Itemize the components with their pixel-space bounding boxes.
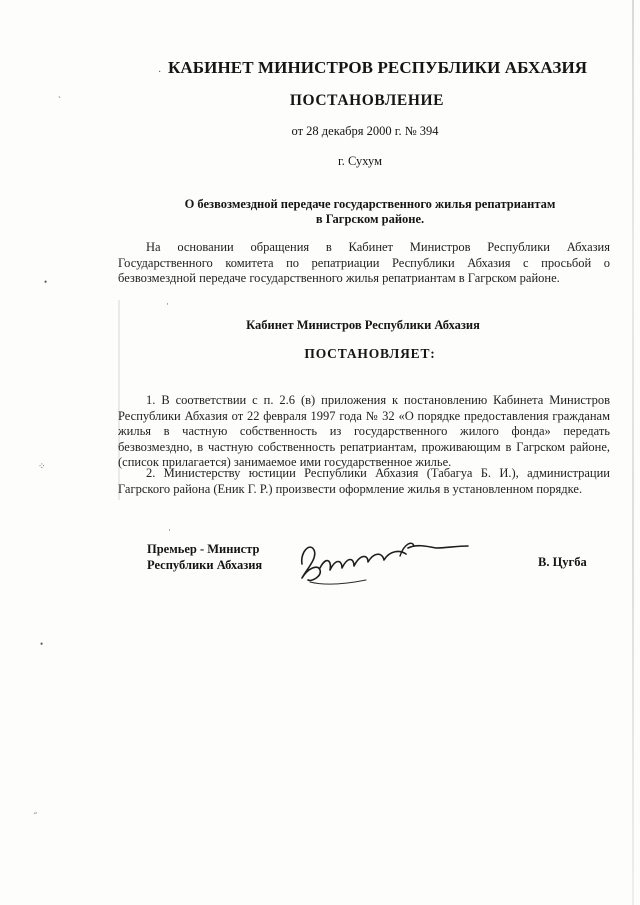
subject-line: О безвозмездной передаче государственного жилья репатриантам — [184, 197, 556, 211]
resolves-heading: ПОСТАНОВЛЯЕТ: — [304, 346, 436, 361]
document-type-heading: ПОСТАНОВЛЕНИЕ — [289, 92, 445, 109]
basis-paragraph: На основании обращения в Кабинет Министров Республики Абхазия Государственного комитета по репатриации Республики Абхазия с просьбой о безвозмездной передаче государственного жилья репатриантам в Гагрском районе. — [118, 240, 610, 285]
decree-item-1: 1. В соответствии с п. 2.6 (в) приложения к постановлению Кабинета Министров Республики Абхазия от 22 февраля 1997 года № 32 «О порядке предоставления гражданам жилья в частную собственность из государственного жилого фонда» передать безвозмездно, в частную собственность репатриантам, проживающим в Гагрском районе, (список прилагается) занимаемое ими государственное жилье. — [118, 393, 610, 469]
scan-speck: · — [168, 525, 171, 535]
scan-speck: • — [44, 277, 48, 287]
organization-title: КАБИНЕТ МИНИСТРОВ РЕСПУБЛИКИ АБХАЗИЯ — [168, 58, 588, 77]
handwritten-signature-icon — [296, 530, 476, 590]
signer-position — [147, 541, 262, 573]
scan-speck: ˴ — [58, 91, 61, 101]
signer-name: В. Цугба — [538, 555, 587, 569]
decree-item-2: 2. Министерству юстиции Республики Абхазия (Табагуа Б. И.), администрации Гагрского района (Еник Г. Р.) произвести оформление жилья в установленном порядке. — [118, 466, 610, 496]
signer-position-line: Республики Абхазия — [147, 558, 263, 572]
scan-speck: ⁘ — [38, 461, 46, 471]
document-subject — [160, 197, 580, 227]
subject-line: в Гагрском районе. — [315, 212, 425, 226]
document-date-number: от 28 декабря 2000 г. № 394 — [291, 124, 439, 138]
scan-speck: · — [166, 299, 169, 309]
scan-speck: • — [40, 639, 44, 649]
signer-position-line: Премьер - Министр — [147, 542, 260, 556]
scan-speck: ˶ — [34, 807, 37, 817]
cabinet-heading: Кабинет Министров Республики Абхазия — [246, 318, 480, 332]
document-city: г. Сухум — [337, 154, 382, 168]
scan-speck: · — [158, 67, 162, 78]
